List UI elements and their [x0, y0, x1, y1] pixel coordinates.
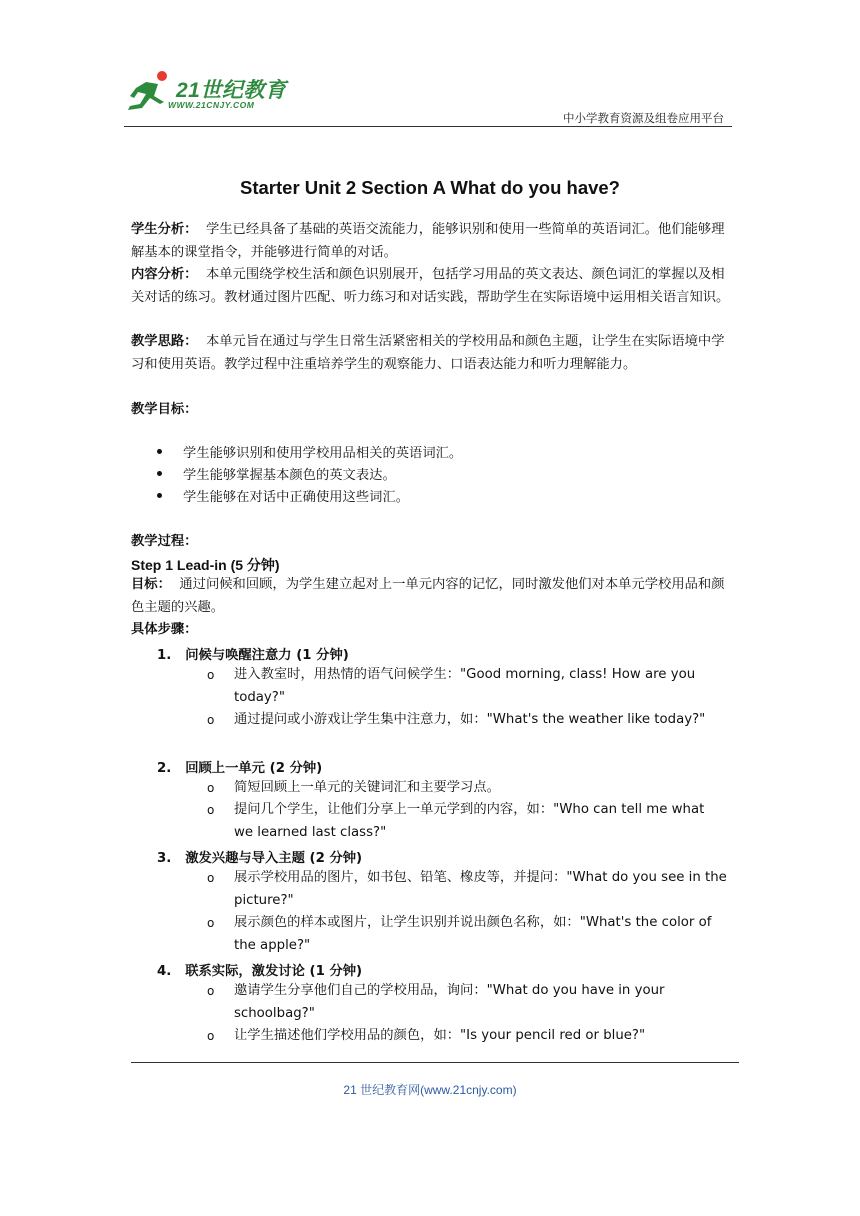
header: [124, 68, 732, 130]
teaching-idea-text: 本单元旨在通过与学生日常生活紧密相关的学校用品和颜色主题，让学生在实际语境中学习和使用英语。教学过程中注重培养学生的观察能力、口语表达能力和听力理解能力。: [131, 334, 725, 372]
student-analysis-text: 学生已经具备了基础的英语交流能力，能够识别和使用一些简单的英语词汇。他们能够理解基本的课堂指令，并能够进行简单的对话。: [131, 222, 725, 260]
header-divider: [124, 126, 732, 127]
list-item: o 提问几个学生，让他们分享上一单元学到的内容，如："Who can tell me what we learned last class?": [207, 799, 727, 844]
list-item: 1. 问候与唤醒注意力 (1 分钟): [157, 648, 349, 663]
list-item: 学生能够在对话中正确使用这些词汇。: [157, 487, 409, 510]
runner-icon: [124, 68, 180, 118]
list-item: o 通过提问或小游戏让学生集中注意力，如："What's the weather like today?": [207, 709, 727, 732]
bullet-icon: [157, 471, 162, 476]
process-heading: [131, 531, 731, 554]
steps-heading: [131, 619, 731, 642]
list-item: o 展示学校用品的图片，如书包、铅笔、橡皮等，并提问："What do you see in the picture?": [207, 867, 727, 912]
step-heading: Step 1 Lead-in (5 分钟): [131, 557, 280, 573]
aim-label: 目标：: [131, 577, 171, 592]
process-label: 教学过程：: [131, 534, 198, 549]
content-analysis: [131, 264, 731, 309]
bullet-icon: [157, 493, 162, 498]
logo-text: 21世纪教育: [176, 79, 287, 102]
teaching-idea-label: 教学思路：: [131, 334, 198, 349]
circle-bullet-icon: o: [207, 1029, 215, 1043]
bullet-icon: [157, 449, 162, 454]
list-item: 3. 激发兴趣与导入主题 (2 分钟): [157, 851, 363, 866]
circle-bullet-icon: o: [207, 668, 215, 682]
circle-bullet-icon: o: [207, 916, 215, 930]
circle-bullet-icon: o: [207, 781, 215, 795]
content-analysis-text: 本单元围绕学校生活和颜色识别展开，包括学习用品的英文表达、颜色词汇的掌握以及相关对话的练习。教材通过图片匹配、听力练习和对话实践，帮助学生在实际语境中运用相关语言知识。: [131, 267, 730, 305]
circle-bullet-icon: o: [207, 803, 215, 817]
page-title: Starter Unit 2 Section A What do you have?: [240, 177, 620, 198]
list-item: o 简短回顾上一单元的关键词汇和主要学习点。: [207, 777, 727, 800]
logo-url: WWW.21CNJY.COM: [168, 100, 255, 110]
footer-link[interactable]: 21 世纪教育网(www.21cnjy.com): [343, 1083, 517, 1097]
aim-text: 通过问候和回顾，为学生建立起对上一单元内容的记忆，同时激发他们对本单元学校用品和颜色主题的兴趣。: [131, 577, 725, 615]
teaching-goal-heading: [131, 399, 731, 422]
list-item: 学生能够识别和使用学校用品相关的英语词汇。: [157, 443, 462, 466]
circle-bullet-icon: o: [207, 984, 215, 998]
teaching-goal-label: 教学目标：: [131, 402, 198, 417]
list-item: 2. 回顾上一单元 (2 分钟): [157, 761, 323, 776]
list-item: 学生能够掌握基本颜色的英文表达。: [157, 465, 396, 488]
student-analysis-label: 学生分析：: [131, 222, 198, 237]
list-item: o 进入教室时，用热情的语气问候学生："Good morning, class! How are you today?": [207, 664, 727, 709]
circle-bullet-icon: o: [207, 871, 215, 885]
platform-name: 中小学教育资源及组卷应用平台: [563, 111, 724, 125]
steps-label: 具体步骤：: [131, 622, 198, 637]
logo: [124, 68, 294, 118]
aim: [131, 574, 731, 619]
list-item: 4. 联系实际，激发讨论 (1 分钟): [157, 964, 363, 979]
content-analysis-label: 内容分析：: [131, 267, 198, 282]
teaching-idea: [131, 331, 731, 376]
circle-bullet-icon: o: [207, 713, 215, 727]
footer-divider: [131, 1062, 739, 1063]
list-item: o 邀请学生分享他们自己的学校用品，询问："What do you have in your schoolbag?": [207, 980, 727, 1025]
list-item: o 让学生描述他们学校用品的颜色，如："Is your pencil red or blue?": [207, 1025, 727, 1048]
list-item: o 展示颜色的样本或图片，让学生识别并说出颜色名称，如："What's the color of the apple?": [207, 912, 727, 957]
student-analysis: [131, 219, 731, 264]
